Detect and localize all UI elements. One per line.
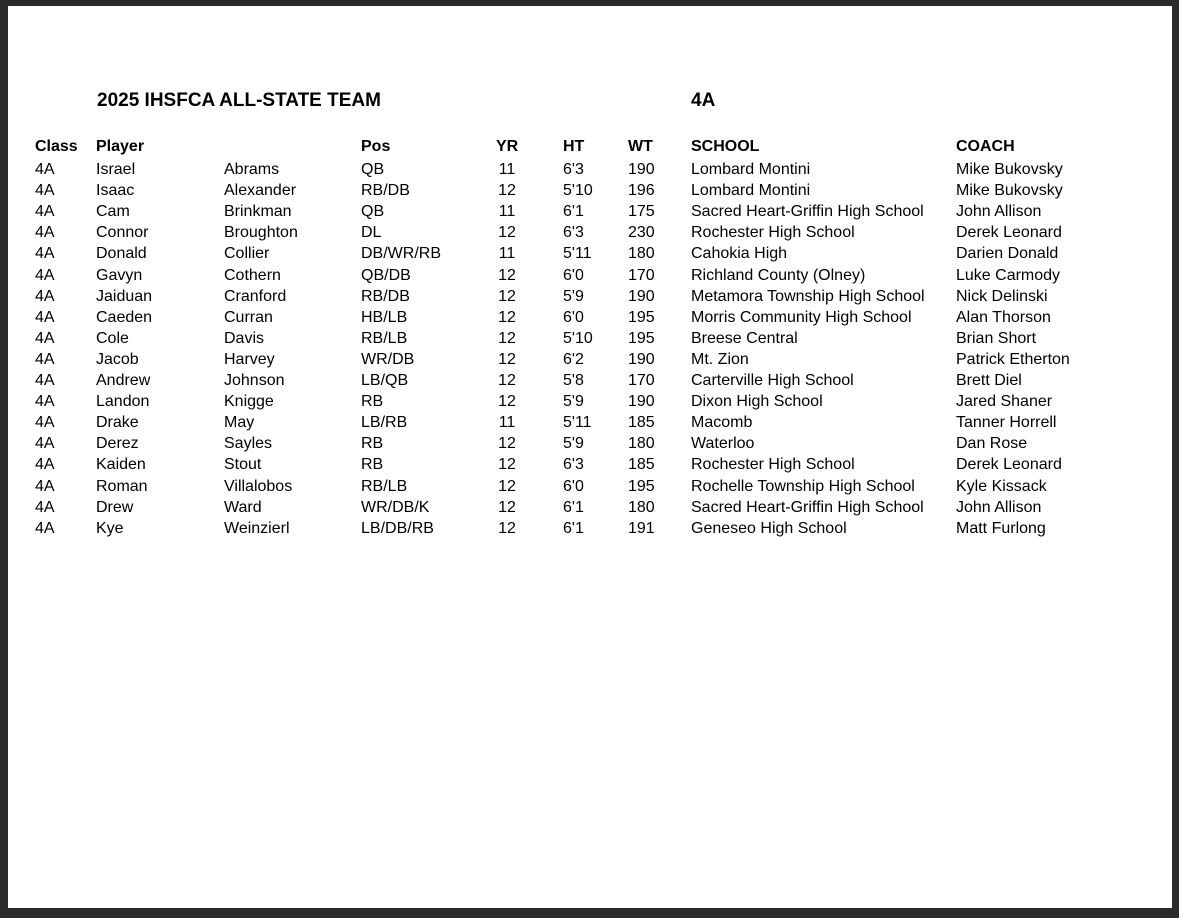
- cell-pos: DB/WR/RB: [361, 245, 441, 263]
- cell-yr: 12: [498, 456, 516, 474]
- cell-wt: 180: [628, 435, 655, 453]
- cell-class: 4A: [35, 245, 55, 263]
- cell-first-name: Kye: [96, 519, 124, 537]
- cell-yr: 12: [498, 393, 516, 411]
- cell-ht: 6'3: [563, 456, 584, 474]
- table-row: [8, 159, 1172, 180]
- cell-school: Richland County (Olney): [691, 266, 866, 284]
- document-title: 2025 IHSFCA ALL-STATE TEAM: [97, 90, 381, 111]
- cell-last-name: Broughton: [224, 224, 298, 242]
- table-row: [8, 222, 1172, 243]
- table-row: [8, 391, 1172, 412]
- cell-first-name: Kaiden: [96, 456, 146, 474]
- cell-pos: DL: [361, 224, 382, 242]
- cell-school: Breese Central: [691, 329, 798, 347]
- cell-school: Metamora Township High School: [691, 287, 925, 305]
- cell-first-name: Drew: [96, 498, 134, 516]
- cell-first-name: Cole: [96, 329, 129, 347]
- cell-pos: RB: [361, 393, 384, 411]
- cell-yr: 12: [498, 308, 516, 326]
- cell-last-name: Cranford: [224, 287, 287, 305]
- table-row: [8, 349, 1172, 370]
- cell-coach: Patrick Etherton: [956, 350, 1070, 368]
- cell-coach: Nick Delinski: [956, 287, 1048, 305]
- cell-last-name: Stout: [224, 456, 262, 474]
- class-title: 4A: [691, 90, 716, 111]
- cell-wt: 195: [628, 477, 655, 495]
- cell-ht: 5'9: [563, 435, 584, 453]
- table-row: [8, 328, 1172, 349]
- cell-coach: Derek Leonard: [956, 224, 1062, 242]
- cell-class: 4A: [35, 224, 55, 242]
- cell-class: 4A: [35, 308, 55, 326]
- cell-coach: Kyle Kissack: [956, 477, 1047, 495]
- cell-pos: RB/DB: [361, 182, 410, 200]
- cell-last-name: Davis: [224, 329, 265, 347]
- cell-first-name: Roman: [96, 477, 148, 495]
- cell-yr: 12: [498, 435, 516, 453]
- table-row: [8, 497, 1172, 518]
- cell-last-name: May: [224, 414, 255, 432]
- cell-class: 4A: [35, 456, 55, 474]
- table-row: [8, 265, 1172, 286]
- cell-ht: 5'10: [563, 182, 593, 200]
- cell-school: Rochester High School: [691, 456, 855, 474]
- cell-last-name: Collier: [224, 245, 270, 263]
- cell-last-name: Curran: [224, 308, 273, 326]
- table-row: [8, 433, 1172, 454]
- cell-class: 4A: [35, 203, 55, 221]
- cell-first-name: Donald: [96, 245, 147, 263]
- cell-wt: 190: [628, 287, 655, 305]
- cell-pos: WR/DB: [361, 350, 415, 368]
- cell-yr: 12: [498, 477, 516, 495]
- cell-ht: 6'1: [563, 498, 584, 516]
- cell-school: Carterville High School: [691, 372, 854, 389]
- cell-ht: 5'9: [563, 287, 584, 305]
- cell-pos: WR/DB/K: [361, 498, 430, 516]
- cell-coach: Tanner Horrell: [956, 414, 1057, 432]
- cell-yr: 12: [498, 266, 516, 284]
- cell-school: Rochester High School: [691, 224, 855, 242]
- header-wt: WT: [628, 138, 653, 155]
- cell-first-name: Cam: [96, 203, 130, 221]
- cell-wt: 191: [628, 519, 655, 537]
- cell-wt: 196: [628, 182, 655, 200]
- cell-school: Geneseo High School: [691, 519, 847, 537]
- cell-school: Macomb: [691, 414, 753, 432]
- cell-wt: 190: [628, 350, 655, 368]
- header-player: Player: [96, 138, 145, 155]
- cell-ht: 6'0: [563, 308, 584, 326]
- cell-pos: QB/DB: [361, 266, 411, 284]
- cell-class: 4A: [35, 498, 55, 516]
- cell-first-name: Israel: [96, 161, 136, 178]
- cell-class: 4A: [35, 161, 55, 178]
- cell-coach: John Allison: [956, 498, 1042, 516]
- cell-class: 4A: [35, 477, 55, 495]
- cell-wt: 195: [628, 308, 655, 326]
- cell-ht: 6'1: [563, 203, 584, 221]
- cell-first-name: Caeden: [96, 308, 153, 326]
- cell-pos: QB: [361, 161, 385, 178]
- cell-yr: 11: [498, 245, 516, 263]
- table-row: [8, 180, 1172, 201]
- cell-yr: 12: [498, 287, 516, 305]
- header-ht: HT: [563, 138, 585, 155]
- cell-pos: QB: [361, 203, 385, 221]
- table-row: [8, 454, 1172, 475]
- cell-last-name: Abrams: [224, 161, 280, 178]
- cell-pos: RB/LB: [361, 477, 408, 495]
- table-row: [8, 307, 1172, 328]
- cell-school: Sacred Heart-Griffin High School: [691, 203, 924, 221]
- cell-first-name: Drake: [96, 414, 139, 432]
- header-pos: Pos: [361, 138, 391, 155]
- cell-pos: LB/RB: [361, 414, 408, 432]
- cell-pos: LB/DB/RB: [361, 519, 434, 537]
- cell-pos: RB: [361, 435, 384, 453]
- cell-class: 4A: [35, 372, 55, 389]
- table-row: [8, 370, 1172, 391]
- cell-school: Rochelle Township High School: [691, 477, 915, 495]
- cell-first-name: Derez: [96, 435, 139, 453]
- cell-last-name: Ward: [224, 498, 262, 516]
- cell-wt: 170: [628, 266, 655, 284]
- cell-last-name: Johnson: [224, 372, 285, 389]
- cell-ht: 5'11: [563, 245, 592, 263]
- table-row: [8, 243, 1172, 264]
- cell-wt: 185: [628, 456, 655, 474]
- table-row: [8, 412, 1172, 433]
- cell-first-name: Isaac: [96, 182, 135, 200]
- cell-school: Lombard Montini: [691, 182, 811, 200]
- cell-school: Cahokia High: [691, 245, 788, 263]
- cell-first-name: Jacob: [96, 350, 139, 368]
- cell-wt: 175: [628, 203, 655, 221]
- cell-first-name: Gavyn: [96, 266, 143, 284]
- cell-class: 4A: [35, 266, 55, 284]
- cell-last-name: Weinzierl: [224, 519, 290, 537]
- cell-ht: 6'3: [563, 224, 584, 242]
- cell-wt: 230: [628, 224, 655, 242]
- cell-yr: 12: [498, 182, 516, 200]
- cell-last-name: Sayles: [224, 435, 273, 453]
- cell-ht: 6'0: [563, 477, 584, 495]
- header-school: SCHOOL: [691, 138, 760, 155]
- cell-school: Waterloo: [691, 435, 755, 453]
- cell-pos: RB/LB: [361, 329, 408, 347]
- cell-ht: 6'1: [563, 519, 584, 537]
- cell-ht: 6'3: [563, 161, 584, 178]
- table-row: [8, 286, 1172, 307]
- cell-first-name: Landon: [96, 393, 150, 411]
- cell-pos: HB/LB: [361, 308, 408, 326]
- cell-pos: RB/DB: [361, 287, 410, 305]
- cell-yr: 11: [498, 161, 516, 178]
- cell-yr: 12: [498, 372, 516, 389]
- cell-school: Mt. Zion: [691, 350, 749, 368]
- cell-class: 4A: [35, 435, 55, 453]
- cell-yr: 12: [498, 519, 516, 537]
- cell-pos: RB: [361, 456, 384, 474]
- cell-class: 4A: [35, 329, 55, 347]
- cell-last-name: Knigge: [224, 393, 274, 411]
- cell-wt: 190: [628, 161, 655, 178]
- cell-last-name: Harvey: [224, 350, 275, 368]
- cell-coach: Brett Diel: [956, 372, 1022, 389]
- cell-wt: 180: [628, 498, 655, 516]
- cell-wt: 180: [628, 245, 655, 263]
- cell-coach: Dan Rose: [956, 435, 1028, 453]
- cell-ht: 5'8: [563, 372, 584, 389]
- cell-school: Morris Community High School: [691, 308, 912, 326]
- cell-wt: 190: [628, 393, 655, 411]
- cell-coach: Matt Furlong: [956, 519, 1046, 537]
- cell-yr: 11: [498, 203, 516, 221]
- header-coach: COACH: [956, 138, 1015, 155]
- cell-yr: 11: [498, 414, 516, 432]
- cell-school: Dixon High School: [691, 393, 823, 411]
- table-row: [8, 518, 1172, 539]
- cell-class: 4A: [35, 350, 55, 368]
- table-row: [8, 201, 1172, 222]
- cell-school: Lombard Montini: [691, 161, 811, 178]
- cell-class: 4A: [35, 414, 55, 432]
- cell-wt: 185: [628, 414, 655, 432]
- cell-first-name: Jaiduan: [96, 287, 153, 305]
- cell-class: 4A: [35, 393, 55, 411]
- cell-coach: John Allison: [956, 203, 1042, 221]
- cell-ht: 6'2: [563, 350, 584, 368]
- header-class: Class: [35, 138, 78, 155]
- cell-last-name: Cothern: [224, 266, 281, 284]
- cell-last-name: Brinkman: [224, 203, 292, 221]
- cell-wt: 195: [628, 329, 655, 347]
- table-row: [8, 476, 1172, 497]
- cell-class: 4A: [35, 519, 55, 537]
- cell-coach: Jared Shaner: [956, 393, 1053, 411]
- cell-yr: 12: [498, 329, 516, 347]
- cell-yr: 12: [498, 224, 516, 242]
- table-header: [8, 136, 1172, 157]
- cell-coach: Brian Short: [956, 329, 1037, 347]
- cell-last-name: Alexander: [224, 182, 297, 200]
- cell-ht: 5'10: [563, 329, 593, 347]
- cell-coach: Luke Carmody: [956, 266, 1061, 284]
- cell-first-name: Connor: [96, 224, 149, 242]
- header-yr: YR: [496, 138, 519, 155]
- cell-school: Sacred Heart-Griffin High School: [691, 498, 924, 516]
- cell-coach: Darien Donald: [956, 245, 1059, 263]
- cell-last-name: Villalobos: [224, 477, 293, 495]
- cell-coach: Alan Thorson: [956, 308, 1051, 326]
- cell-yr: 12: [498, 498, 516, 516]
- cell-first-name: Andrew: [96, 372, 151, 389]
- cell-coach: Derek Leonard: [956, 456, 1062, 474]
- cell-class: 4A: [35, 287, 55, 305]
- cell-ht: 5'9: [563, 393, 584, 411]
- cell-coach: Mike Bukovsky: [956, 161, 1063, 178]
- cell-ht: 5'11: [563, 414, 592, 432]
- cell-class: 4A: [35, 182, 55, 200]
- cell-wt: 170: [628, 372, 655, 389]
- cell-yr: 12: [498, 350, 516, 368]
- cell-pos: LB/QB: [361, 372, 409, 389]
- cell-coach: Mike Bukovsky: [956, 182, 1063, 200]
- document-page: [8, 6, 1172, 908]
- cell-ht: 6'0: [563, 266, 584, 284]
